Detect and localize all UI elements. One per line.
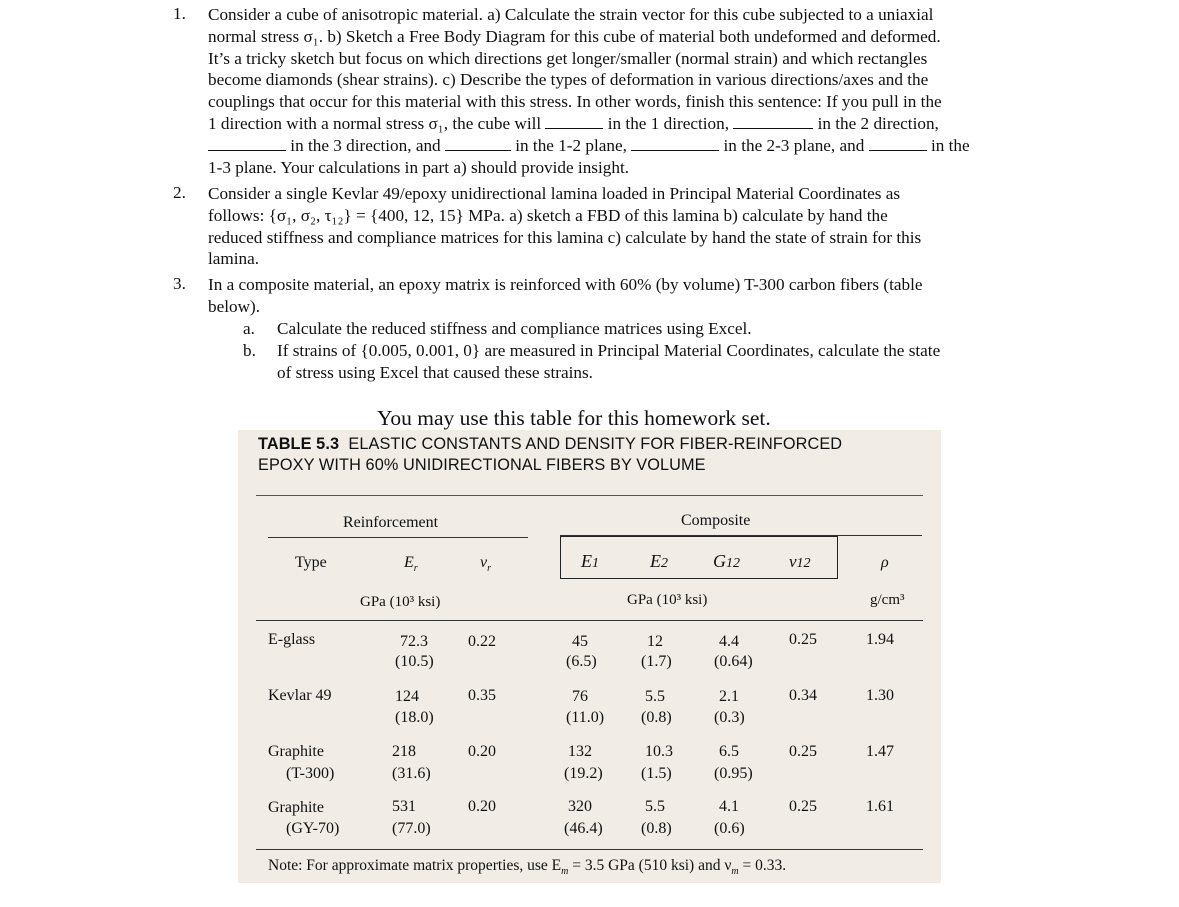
cell-e2: 5.5 [645, 688, 665, 705]
cell-g12-ksi: (0.64) [714, 653, 753, 670]
problem-line: It’s a tricky sketch but focus on which directions get longer/smaller (normal strain) and which rectangles [208, 48, 928, 68]
table-title-text: ELASTIC CONSTANTS AND DENSITY FOR FIBER-REINFORCED [348, 435, 843, 453]
cell-e1: 45 [572, 633, 588, 650]
problem-1-text [208, 4, 1168, 178]
cell-er-ksi: (31.6) [392, 765, 431, 782]
subitem-label: a. [243, 319, 255, 338]
problem-line: Consider a single Kevlar 49/epoxy unidirectional lamina loaded in Principal Material Coordinates as [208, 184, 901, 203]
cell-g12: 4.1 [719, 798, 739, 815]
problem-3-text [208, 274, 1168, 318]
fill-in-line-2 [208, 135, 1168, 157]
col-e1 [581, 551, 599, 572]
note-text: Note: For approximate matrix properties, use E [268, 857, 562, 874]
subscript: 12 [796, 556, 811, 571]
cell-v12: 0.34 [789, 687, 817, 704]
cell-g12-ksi: (0.95) [714, 765, 753, 782]
cell-rho: 1.61 [866, 798, 894, 815]
cell-type: Graphite [268, 799, 324, 816]
table-title [258, 434, 842, 476]
answer-blank [631, 136, 719, 151]
problem-line: normal stress σ₁. b) Sketch a Free Body Diagram for this cube of material both undeformed and deformed. [208, 26, 941, 46]
problem-line: reduced stiffness and compliance matrices for this lamina c) calculate by hand the state of strain for this [208, 227, 922, 247]
answer-blank [869, 136, 927, 151]
cell-vr: 0.22 [468, 633, 496, 650]
subscript: 12 [726, 556, 740, 571]
problem-text: in the 1-2 plane, [515, 135, 627, 155]
divider [256, 849, 923, 850]
problem-number: 3. [173, 274, 186, 293]
cell-e1-ksi: (46.4) [564, 820, 603, 837]
cell-g12: 6.5 [719, 743, 739, 760]
subitem-line: If strains of {0.005, 0.001, 0} are measured in Principal Material Coordinates, calculate the state [277, 341, 941, 360]
note-text: = 3.5 GPa (510 ksi) and ν [568, 857, 732, 874]
table-number: TABLE 5.3 [258, 435, 340, 453]
problem-number: 1. [173, 4, 186, 23]
problem-2-text [208, 183, 1168, 270]
divider [256, 620, 923, 621]
problem-text: in the 2-3 plane, and [723, 135, 865, 155]
col-e2 [650, 551, 668, 572]
col-rho [881, 554, 889, 572]
problem-text: in the 2 direction, [817, 113, 939, 133]
cell-v12: 0.25 [789, 798, 817, 815]
table-note [268, 857, 786, 877]
subscript: m [731, 866, 739, 878]
cell-v12: 0.25 [789, 743, 817, 760]
problem-number: 2. [173, 183, 186, 202]
unit-reinforcement: GPa (10³ ksi) [360, 594, 441, 610]
header-reinforcement: Reinforcement [343, 514, 439, 531]
problem-text: in the 3 direction, and [290, 135, 441, 155]
cell-e1: 76 [572, 688, 588, 705]
cell-rho: 1.30 [866, 687, 894, 704]
cell-er: 531 [392, 798, 416, 815]
cell-e2-ksi: (0.8) [641, 709, 672, 726]
problem-line: follows: {σ₁, σ₂, τ₁₂} = {400, 12, 15} MPa. a) sketch a FBD of this lamina b) calculate by hand the [208, 205, 888, 225]
symbol: E [650, 551, 661, 571]
subscript: m [561, 866, 569, 878]
cell-g12-ksi: (0.3) [714, 709, 745, 726]
cell-er-ksi: (18.0) [395, 709, 434, 726]
subitem-line: Calculate the reduced stiffness and compliance matrices using Excel. [277, 319, 752, 338]
problem-text: 1 direction with a normal stress σ₁, the cube will [208, 113, 542, 133]
problem-text: in the 1 direction, [607, 113, 729, 133]
cell-type-variant: (GY-70) [286, 820, 340, 837]
unit-composite: GPa (10³ ksi) [627, 592, 708, 608]
symbol: ν [789, 552, 797, 571]
problem-line: couplings that occur for this material with this stress. In other words, finish this sentence: If you pull in the [208, 92, 942, 112]
header-composite: Composite [681, 512, 751, 529]
answer-blank [545, 114, 603, 129]
problem-line: In a composite material, an epoxy matrix is reinforced with 60% (by volume) T-300 carbon fibers (table [208, 275, 923, 294]
cell-vr: 0.20 [468, 798, 496, 815]
problem-line: below). [208, 296, 261, 316]
cell-g12: 4.4 [719, 633, 739, 650]
subitem-a [277, 318, 1157, 340]
elastic-constants-table [238, 430, 941, 883]
problem-text: in the [930, 135, 970, 155]
cell-e1: 320 [568, 798, 592, 815]
cell-g12: 2.1 [719, 688, 739, 705]
col-vr [480, 554, 491, 574]
cell-type: Graphite [268, 743, 324, 760]
note-text: = 0.33. [738, 857, 787, 874]
cell-er-ksi: (77.0) [392, 820, 431, 837]
cell-type: Kevlar 49 [268, 687, 332, 704]
cell-er-ksi: (10.5) [395, 653, 434, 670]
symbol: E [581, 551, 592, 571]
cell-er: 124 [395, 688, 419, 705]
divider [256, 495, 923, 496]
answer-blank [445, 136, 511, 151]
subitem-label: b. [243, 341, 256, 360]
cell-vr: 0.35 [468, 687, 496, 704]
cell-e1-ksi: (11.0) [566, 709, 605, 726]
divider [268, 537, 528, 538]
subscript: r [487, 563, 492, 575]
cell-v12: 0.25 [789, 631, 817, 648]
cell-rho: 1.47 [866, 743, 894, 760]
cell-e2: 12 [647, 633, 663, 650]
cell-rho: 1.94 [866, 631, 894, 648]
table-title-text: EPOXY WITH 60% UNIDIRECTIONAL FIBERS BY VOLUME [258, 456, 706, 474]
subitem-b [277, 340, 1157, 384]
cell-e2: 10.3 [645, 743, 673, 760]
unit-density: g/cm³ [870, 592, 905, 608]
cell-e1-ksi: (19.2) [564, 765, 603, 782]
problem-line: Consider a cube of anisotropic material. a) Calculate the strain vector for this cube subjected to a uniaxial [208, 5, 934, 24]
cell-type: E-glass [268, 631, 316, 648]
table-caption: You may use this table for this homework set. [377, 406, 771, 430]
col-v12 [789, 552, 811, 572]
subscript: 1 [592, 556, 599, 571]
cell-e2-ksi: (1.7) [641, 653, 672, 670]
symbol: ρ [881, 554, 889, 571]
cell-e2-ksi: (0.8) [641, 820, 672, 837]
col-g12 [713, 551, 740, 572]
symbol: ν [480, 554, 488, 571]
answer-blank [208, 136, 286, 151]
cell-er: 72.3 [400, 633, 428, 650]
cell-e1: 132 [568, 743, 592, 760]
subitem-line: of stress using Excel that caused these strains. [277, 362, 593, 382]
cell-g12-ksi: (0.6) [714, 820, 745, 837]
problem-line: lamina. [208, 249, 260, 269]
cell-vr: 0.20 [468, 743, 496, 760]
problem-line: 1-3 plane. Your calculations in part a) should provide insight. [208, 157, 630, 177]
symbol: E [404, 554, 414, 571]
answer-blank [733, 114, 813, 129]
col-type: Type [295, 554, 327, 571]
fill-in-line-1 [208, 113, 1168, 135]
symbol: G [713, 551, 726, 571]
col-er [404, 554, 418, 574]
subscript: 2 [661, 556, 668, 571]
cell-type-variant: (T-300) [286, 765, 335, 782]
cell-e1-ksi: (6.5) [566, 653, 597, 670]
subscript: r [413, 563, 418, 575]
problem-line: become diamonds (shear strains). c) Describe the types of deformation in various directions/axes and the [208, 70, 929, 90]
cell-e2-ksi: (1.5) [641, 765, 672, 782]
cell-e2: 5.5 [645, 798, 665, 815]
cell-er: 218 [392, 743, 416, 760]
